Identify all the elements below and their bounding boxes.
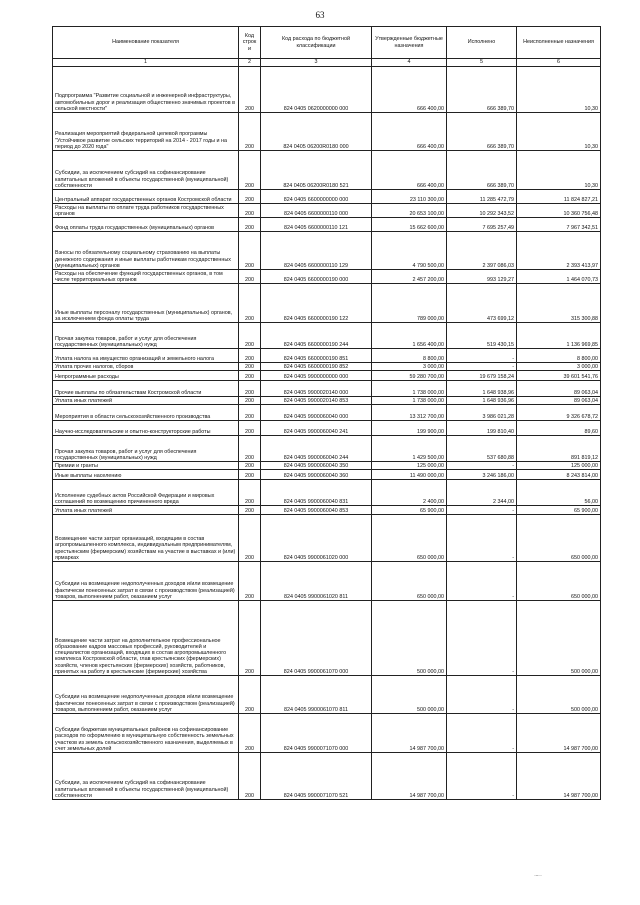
row-remaining-cell: 9 326 678,72 bbox=[517, 405, 601, 421]
row-approved-cell: 666 400,00 bbox=[372, 67, 447, 113]
row-approved-cell: 23 110 300,00 bbox=[372, 190, 447, 204]
table-row bbox=[53, 204, 601, 218]
table-row bbox=[53, 562, 601, 601]
row-remaining-cell: 89 063,04 bbox=[517, 381, 601, 397]
row-executed-cell: - bbox=[447, 515, 517, 562]
table-row bbox=[53, 462, 601, 470]
row-name-cell: Премии и гранты bbox=[53, 462, 239, 470]
row-approved-cell: 500 000,00 bbox=[372, 601, 447, 676]
row-executed-cell: - bbox=[447, 506, 517, 515]
row-name-cell: Взносы по обязательному социальному страхованию на выплаты денежного содержания и иные выплаты работникам государственных (муниципальных) органов bbox=[53, 232, 239, 270]
table-row bbox=[53, 363, 601, 371]
row-remaining-cell: 56,00 bbox=[517, 480, 601, 506]
row-executed-cell: 7 695 257,49 bbox=[447, 218, 517, 232]
row-executed-cell: - bbox=[447, 462, 517, 470]
header-line-code: Код строк и bbox=[239, 27, 261, 59]
row-remaining-cell: 8 243 814,00 bbox=[517, 470, 601, 480]
budget-execution-table bbox=[52, 26, 601, 800]
header-name: Наименование показателя bbox=[53, 27, 239, 59]
row-line-cell: 200 bbox=[239, 397, 261, 405]
row-executed-cell: 11 285 472,79 bbox=[447, 190, 517, 204]
row-approved-cell: 125 000,00 bbox=[372, 462, 447, 470]
row-executed-cell: 10 292 343,52 bbox=[447, 204, 517, 218]
row-executed-cell: 1 648 936,96 bbox=[447, 397, 517, 405]
row-remaining-cell: 14 987 700,00 bbox=[517, 714, 601, 753]
row-approved-cell: 15 662 600,00 bbox=[372, 218, 447, 232]
row-line-cell: 200 bbox=[239, 270, 261, 284]
row-code-cell: 824 0405 6600000110 000 bbox=[261, 204, 372, 218]
row-line-cell: 200 bbox=[239, 381, 261, 397]
row-executed-cell: 666 389,70 bbox=[447, 67, 517, 113]
row-approved-cell: 650 000,00 bbox=[372, 562, 447, 601]
table-row bbox=[53, 714, 601, 753]
row-approved-cell: 2 457 200,00 bbox=[372, 270, 447, 284]
row-remaining-cell: 500 000,00 bbox=[517, 601, 601, 676]
row-name-cell: Расходы на обеспечение функций государственных органов, в том числе территориальных органов bbox=[53, 270, 239, 284]
row-line-cell: 200 bbox=[239, 232, 261, 270]
row-code-cell: 824 0405 6600000190 244 bbox=[261, 323, 372, 349]
row-line-cell: 200 bbox=[239, 462, 261, 470]
table-body bbox=[53, 67, 601, 800]
row-line-cell: 200 bbox=[239, 67, 261, 113]
row-name-cell: Фонд оплаты труда государственных (муниципальных) органов bbox=[53, 218, 239, 232]
row-code-cell: 824 0405 06200R0180 000 bbox=[261, 113, 372, 151]
row-line-cell: 200 bbox=[239, 190, 261, 204]
row-line-cell: 200 bbox=[239, 436, 261, 462]
row-remaining-cell: 2 393 413,97 bbox=[517, 232, 601, 270]
row-remaining-cell: 500 000,00 bbox=[517, 676, 601, 714]
row-remaining-cell: 7 967 342,51 bbox=[517, 218, 601, 232]
row-code-cell: 824 0405 9900061020 000 bbox=[261, 515, 372, 562]
row-line-cell: 200 bbox=[239, 562, 261, 601]
row-code-cell: 824 0405 9900020140 000 bbox=[261, 381, 372, 397]
row-approved-cell: 650 000,00 bbox=[372, 515, 447, 562]
row-remaining-cell: 650 000,00 bbox=[517, 562, 601, 601]
row-code-cell: 824 0405 6600000000 000 bbox=[261, 190, 372, 204]
row-remaining-cell: 650 000,00 bbox=[517, 515, 601, 562]
row-code-cell: 824 0405 9900060040 241 bbox=[261, 421, 372, 436]
row-name-cell: Субсидии на возмещение недополученных доходов и/или возмещение фактически понесенных затрат в связи с производством (реализацией) товаров, выполнением работ, оказанием услуг bbox=[53, 562, 239, 601]
table-row bbox=[53, 676, 601, 714]
table-row bbox=[53, 506, 601, 515]
row-remaining-cell: 39 601 541,76 bbox=[517, 371, 601, 381]
row-name-cell: Возмещение части затрат на дополнительное профессиональное образование кадров массовых профессий, руководителей и специалистов организаций, входящих в состав агропромышленного комплекса Костромской области, глав крестьянских (фермерских) хозяйств, членов крестьянских (фермерских) хозяйств, работников, принятых на работу в крестьянские (фермерские) хозяйства bbox=[53, 601, 239, 676]
row-executed-cell: - bbox=[447, 714, 517, 753]
row-approved-cell: 20 653 100,00 bbox=[372, 204, 447, 218]
table-row bbox=[53, 151, 601, 190]
header-number: 4 bbox=[372, 59, 447, 67]
header-approved: Утвержденные бюджетные назначения bbox=[372, 27, 447, 59]
row-line-cell: 200 bbox=[239, 218, 261, 232]
row-name-cell: Мероприятия в области сельскохозяйственного производства bbox=[53, 405, 239, 421]
row-name-cell: Субсидии на возмещение недополученных доходов и/или возмещение фактически понесенных затрат в связи с производством (реализацией) товаров, выполнением работ, оказанием услуг bbox=[53, 676, 239, 714]
row-code-cell: 824 0405 9900060040 853 bbox=[261, 506, 372, 515]
table-row bbox=[53, 270, 601, 284]
row-approved-cell: 14 987 700,00 bbox=[372, 753, 447, 800]
row-remaining-cell: 10,30 bbox=[517, 67, 601, 113]
row-approved-cell: 4 790 500,00 bbox=[372, 232, 447, 270]
row-name-cell: Исполнение судебных актов Российской Федерации и мировых соглашений по возмещению причиненного вреда bbox=[53, 480, 239, 506]
row-remaining-cell: 1 464 070,73 bbox=[517, 270, 601, 284]
row-approved-cell: 500 000,00 bbox=[372, 676, 447, 714]
row-name-cell: Уплата налога на имущество организаций и земельного налога bbox=[53, 349, 239, 363]
row-name-cell: Уплата прочих налогов, сборов bbox=[53, 363, 239, 371]
row-line-cell: 200 bbox=[239, 349, 261, 363]
row-line-cell: 200 bbox=[239, 470, 261, 480]
row-remaining-cell: 3 000,00 bbox=[517, 363, 601, 371]
row-executed-cell: 2 344,00 bbox=[447, 480, 517, 506]
row-remaining-cell: 10,30 bbox=[517, 151, 601, 190]
row-name-cell: Субсидии, за исключением субсидий на софинансирование капитальных вложений в объекты государственной (муниципальной) собственности bbox=[53, 753, 239, 800]
row-approved-cell: 1 738 000,00 bbox=[372, 381, 447, 397]
row-name-cell: Прочие выплаты по обязательствам Костромской области bbox=[53, 381, 239, 397]
row-executed-cell: 2 397 086,03 bbox=[447, 232, 517, 270]
row-remaining-cell: 89 063,04 bbox=[517, 397, 601, 405]
row-remaining-cell: 65 900,00 bbox=[517, 506, 601, 515]
row-code-cell: 824 0405 9900020140 853 bbox=[261, 397, 372, 405]
row-code-cell: 824 0405 6600000190 852 bbox=[261, 363, 372, 371]
row-code-cell: 824 0405 06200R0180 521 bbox=[261, 151, 372, 190]
row-line-cell: 200 bbox=[239, 113, 261, 151]
row-remaining-cell: 11 824 827,21 bbox=[517, 190, 601, 204]
row-executed-cell: 19 679 158,24 bbox=[447, 371, 517, 381]
table-row bbox=[53, 515, 601, 562]
table-row bbox=[53, 436, 601, 462]
table-row bbox=[53, 381, 601, 397]
table-row bbox=[53, 470, 601, 480]
row-code-cell: 824 0405 9900061070 000 bbox=[261, 601, 372, 676]
row-code-cell: 824 0405 9900060040 831 bbox=[261, 480, 372, 506]
row-remaining-cell: 891 819,12 bbox=[517, 436, 601, 462]
table-row bbox=[53, 421, 601, 436]
table-row bbox=[53, 284, 601, 323]
row-executed-cell: - bbox=[447, 676, 517, 714]
table-row bbox=[53, 480, 601, 506]
row-executed-cell: 537 680,88 bbox=[447, 436, 517, 462]
row-remaining-cell: 14 987 700,00 bbox=[517, 753, 601, 800]
row-approved-cell: 13 312 700,00 bbox=[372, 405, 447, 421]
row-name-cell: Иные выплаты персоналу государственных (муниципальных) органов, за исключением фонда оплаты труда bbox=[53, 284, 239, 323]
row-approved-cell: 3 000,00 bbox=[372, 363, 447, 371]
row-name-cell: Расходы на выплаты по оплате труда работников государственных органов bbox=[53, 204, 239, 218]
row-executed-cell: 666 389,70 bbox=[447, 113, 517, 151]
row-line-cell: 200 bbox=[239, 421, 261, 436]
header-number: 5 bbox=[447, 59, 517, 67]
row-executed-cell: 199 810,40 bbox=[447, 421, 517, 436]
row-line-cell: 200 bbox=[239, 480, 261, 506]
header-number: 6 bbox=[517, 59, 601, 67]
row-executed-cell: - bbox=[447, 363, 517, 371]
table-row bbox=[53, 323, 601, 349]
row-code-cell: 824 0405 6600000190 851 bbox=[261, 349, 372, 363]
row-name-cell: Уплата иных платежей bbox=[53, 506, 239, 515]
row-approved-cell: 789 000,00 bbox=[372, 284, 447, 323]
row-name-cell: Реализация мероприятий федеральной целевой программы "Устойчивое развитие сельских территорий на 2014 - 2017 годы и на период до 2020 года" bbox=[53, 113, 239, 151]
row-code-cell: 824 0405 6600000190 122 bbox=[261, 284, 372, 323]
row-executed-cell: - bbox=[447, 349, 517, 363]
row-line-cell: 200 bbox=[239, 405, 261, 421]
row-remaining-cell: 10 360 756,48 bbox=[517, 204, 601, 218]
row-line-cell: 200 bbox=[239, 151, 261, 190]
row-line-cell: 200 bbox=[239, 363, 261, 371]
page-number: 63 bbox=[315, 10, 325, 20]
row-executed-cell: 3 986 021,28 bbox=[447, 405, 517, 421]
row-executed-cell: - bbox=[447, 601, 517, 676]
row-remaining-cell: 8 800,00 bbox=[517, 349, 601, 363]
row-line-cell: 200 bbox=[239, 753, 261, 800]
table-row bbox=[53, 601, 601, 676]
row-code-cell: 824 0405 0620000000 000 bbox=[261, 67, 372, 113]
table-row bbox=[53, 113, 601, 151]
row-name-cell: Возмещение части затрат организаций, входящим в состав агропромышленного комплекса, индивидуальным предпринимателям, крестьянским (фермерским) хозяйствам на участие в выставках и (или) ярмарках bbox=[53, 515, 239, 562]
header-executed: Исполнено bbox=[447, 27, 517, 59]
row-line-cell: 200 bbox=[239, 601, 261, 676]
row-line-cell: 200 bbox=[239, 714, 261, 753]
row-remaining-cell: 89,60 bbox=[517, 421, 601, 436]
row-code-cell: 824 0405 6600000110 121 bbox=[261, 218, 372, 232]
row-name-cell: Иные выплаты населению bbox=[53, 470, 239, 480]
row-executed-cell: 3 246 186,00 bbox=[447, 470, 517, 480]
row-line-cell: 200 bbox=[239, 284, 261, 323]
row-line-cell: 200 bbox=[239, 676, 261, 714]
row-code-cell: 824 0405 9900071070 000 bbox=[261, 714, 372, 753]
row-line-cell: 200 bbox=[239, 515, 261, 562]
table-row bbox=[53, 397, 601, 405]
row-code-cell: 824 0405 9900060040 244 bbox=[261, 436, 372, 462]
row-executed-cell: - bbox=[447, 753, 517, 800]
row-code-cell: 824 0405 6600000190 000 bbox=[261, 270, 372, 284]
row-name-cell: Прочая закупка товаров, работ и услуг для обеспечения государственных (муниципальных) нужд bbox=[53, 323, 239, 349]
row-executed-cell: 666 389,70 bbox=[447, 151, 517, 190]
row-approved-cell: 65 900,00 bbox=[372, 506, 447, 515]
table-row bbox=[53, 753, 601, 800]
table-row bbox=[53, 67, 601, 113]
row-remaining-cell: 10,30 bbox=[517, 113, 601, 151]
row-line-cell: 200 bbox=[239, 204, 261, 218]
row-line-cell: 200 bbox=[239, 323, 261, 349]
row-name-cell: Подпрограмма "Развитие социальной и инженерной инфраструктуры, автомобильных дорог и реализация общественно значимых проектов в сельской местности" bbox=[53, 67, 239, 113]
row-approved-cell: 1 429 500,00 bbox=[372, 436, 447, 462]
table-row bbox=[53, 218, 601, 232]
row-executed-cell: 1 648 938,96 bbox=[447, 381, 517, 397]
table-row bbox=[53, 405, 601, 421]
row-name-cell: Центральный аппарат государственных органов Костромской области bbox=[53, 190, 239, 204]
table-row bbox=[53, 190, 601, 204]
row-approved-cell: 199 900,00 bbox=[372, 421, 447, 436]
header-number: 3 bbox=[261, 59, 372, 67]
table-row bbox=[53, 371, 601, 381]
row-executed-cell: - bbox=[447, 562, 517, 601]
row-remaining-cell: 125 000,00 bbox=[517, 462, 601, 470]
row-code-cell: 824 0405 6600000110 129 bbox=[261, 232, 372, 270]
row-name-cell: Прочая закупка товаров, работ и услуг для обеспечения государственных (муниципальных) нужд bbox=[53, 436, 239, 462]
row-executed-cell: 519 430,15 bbox=[447, 323, 517, 349]
header-budget-code: Код расхода по бюджетной классификации bbox=[261, 27, 372, 59]
table-row bbox=[53, 349, 601, 363]
row-remaining-cell: 315 300,88 bbox=[517, 284, 601, 323]
row-approved-cell: 2 400,00 bbox=[372, 480, 447, 506]
row-approved-cell: 666 400,00 bbox=[372, 151, 447, 190]
row-name-cell: Непрограммные расходы bbox=[53, 371, 239, 381]
row-line-cell: 200 bbox=[239, 506, 261, 515]
row-code-cell: 824 0405 9900060040 350 bbox=[261, 462, 372, 470]
scan-artifact-mark: ·-·· bbox=[534, 873, 542, 879]
row-executed-cell: 993 129,27 bbox=[447, 270, 517, 284]
row-approved-cell: 11 490 000,00 bbox=[372, 470, 447, 480]
row-name-cell: Субсидии, за исключением субсидий на софинансирование капитальных вложений в объекты государственной (муниципальной) собственности bbox=[53, 151, 239, 190]
header-number: 2 bbox=[239, 59, 261, 67]
header-number: 1 bbox=[53, 59, 239, 67]
row-code-cell: 824 0405 9900061020 811 bbox=[261, 562, 372, 601]
row-approved-cell: 1 738 000,00 bbox=[372, 397, 447, 405]
table-header-row bbox=[53, 27, 601, 59]
row-approved-cell: 8 800,00 bbox=[372, 349, 447, 363]
row-approved-cell: 1 656 400,00 bbox=[372, 323, 447, 349]
row-line-cell: 200 bbox=[239, 371, 261, 381]
table-row bbox=[53, 232, 601, 270]
row-executed-cell: 473 699,12 bbox=[447, 284, 517, 323]
header-numbers-row bbox=[53, 59, 601, 67]
row-code-cell: 824 0405 9900000000 000 bbox=[261, 371, 372, 381]
row-code-cell: 824 0405 9900060040 000 bbox=[261, 405, 372, 421]
row-approved-cell: 14 987 700,00 bbox=[372, 714, 447, 753]
row-approved-cell: 59 280 700,00 bbox=[372, 371, 447, 381]
row-code-cell: 824 0405 9900060040 360 bbox=[261, 470, 372, 480]
row-code-cell: 824 0405 9900071070 521 bbox=[261, 753, 372, 800]
row-code-cell: 824 0405 9900061070 811 bbox=[261, 676, 372, 714]
row-name-cell: Субсидии бюджетам муниципальных районов на софинансирование расходов по оформлению в муниципальную собственность земельных участков из земель сельскохозяйственного назначения, выделяемых в счет земельных долей bbox=[53, 714, 239, 753]
row-name-cell: Научно-исследовательские и опытно-конструкторские работы bbox=[53, 421, 239, 436]
row-remaining-cell: 1 136 969,85 bbox=[517, 323, 601, 349]
header-remaining: Неисполненные назначения bbox=[517, 27, 601, 59]
row-name-cell: Уплата иных платежей bbox=[53, 397, 239, 405]
row-approved-cell: 666 400,00 bbox=[372, 113, 447, 151]
